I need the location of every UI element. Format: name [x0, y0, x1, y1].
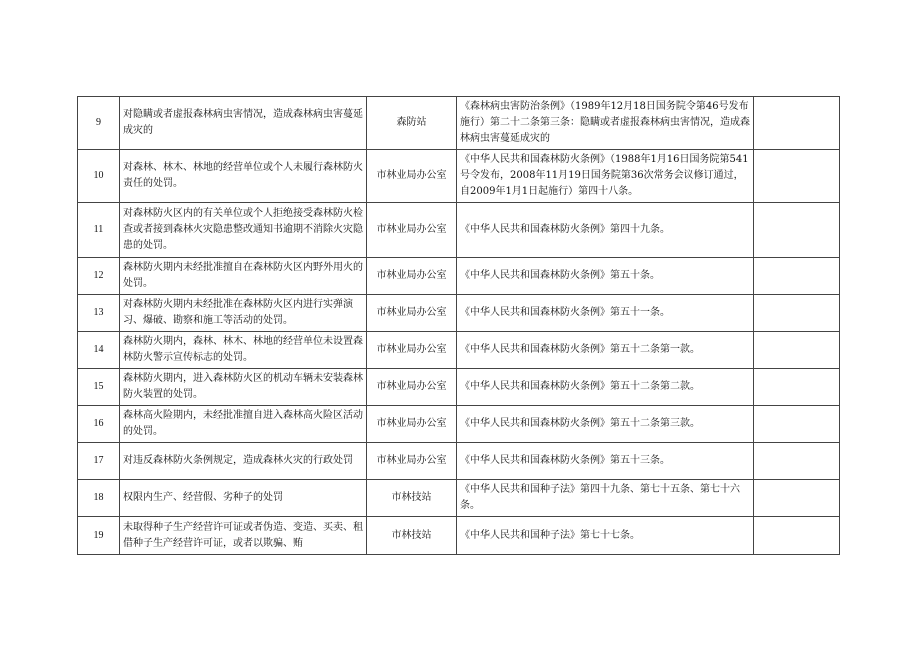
department-cell: 市林业局办公室 [367, 150, 457, 203]
legal-basis-cell: 《中华人民共和国森林防火条例》第四十九条。 [457, 203, 754, 258]
table-row [78, 406, 840, 443]
empty-cell [754, 480, 840, 517]
department-cell: 市林业局办公室 [367, 443, 457, 480]
item-cell: 森林防火期内未经批准擅自在森林防火区内野外用火的处罚。 [120, 258, 367, 295]
row-number: 12 [78, 258, 120, 295]
legal-basis-cell: 《中华人民共和国森林防火条例》（1988年1月16日国务院第541号令发布，2008年11月19日国务院第36次常务会议修订通过，自2009年1月1日起施行）第四十八条。 [457, 150, 754, 203]
penalty-items-table [77, 96, 840, 555]
legal-basis-cell: 《中华人民共和国森林防火条例》第五十一条。 [457, 295, 754, 332]
table-row [78, 295, 840, 332]
empty-cell [754, 369, 840, 406]
department-cell: 市林业局办公室 [367, 295, 457, 332]
legal-basis-cell: 《中华人民共和国森林防火条例》第五十二条第二款。 [457, 369, 754, 406]
row-number: 19 [78, 517, 120, 555]
table-row [78, 150, 840, 203]
item-cell: 森林防火期内，森林、林木、林地的经营单位未设置森林防火警示宣传标志的处罚。 [120, 332, 367, 369]
row-number: 16 [78, 406, 120, 443]
empty-cell [754, 295, 840, 332]
empty-cell [754, 517, 840, 555]
department-cell: 森防站 [367, 97, 457, 150]
row-number: 14 [78, 332, 120, 369]
legal-basis-cell: 《中华人民共和国森林防火条例》第五十二条第三款。 [457, 406, 754, 443]
item-cell: 未取得种子生产经营许可证或者伪造、变造、买卖、租借种子生产经营许可证，或者以欺骗、贿 [120, 517, 367, 555]
department-cell: 市林技站 [367, 480, 457, 517]
legal-basis-cell: 《中华人民共和国森林防火条例》第五十三条。 [457, 443, 754, 480]
empty-cell [754, 97, 840, 150]
department-cell: 市林业局办公室 [367, 258, 457, 295]
item-cell: 对违反森林防火条例规定，造成森林火灾的行政处罚 [120, 443, 367, 480]
table-row [78, 443, 840, 480]
item-cell: 对森林防火区内的有关单位或个人拒绝接受森林防火检查或者接到森林火灾隐患整改通知书逾期不消除火灾隐患的处罚。 [120, 203, 367, 258]
legal-basis-cell: 《中华人民共和国种子法》第四十九条、第七十五条、第七十六条。 [457, 480, 754, 517]
row-number: 15 [78, 369, 120, 406]
legal-basis-cell: 《森林病虫害防治条例》（1989年12月18日国务院令第46号发布施行）第二十二条第三条：隐瞒或者虚报森林病虫害情况，造成森林病虫害蔓延成灾的 [457, 97, 754, 150]
row-number: 9 [78, 97, 120, 150]
table-row [78, 480, 840, 517]
table-row [78, 517, 840, 555]
row-number: 11 [78, 203, 120, 258]
table-row [78, 369, 840, 406]
item-cell: 权限内生产、经营假、劣种子的处罚 [120, 480, 367, 517]
department-cell: 市林业局办公室 [367, 406, 457, 443]
row-number: 10 [78, 150, 120, 203]
empty-cell [754, 406, 840, 443]
row-number: 17 [78, 443, 120, 480]
table-row [78, 203, 840, 258]
item-cell: 森林高火险期内，未经批准擅自进入森林高火险区活动的处罚。 [120, 406, 367, 443]
legal-basis-cell: 《中华人民共和国森林防火条例》第五十二条第一款。 [457, 332, 754, 369]
legal-basis-cell: 《中华人民共和国森林防火条例》第五十条。 [457, 258, 754, 295]
department-cell: 市林业局办公室 [367, 332, 457, 369]
item-cell: 对森林防火期内未经批准在森林防火区内进行实弹演习、爆破、勘察和施工等活动的处罚。 [120, 295, 367, 332]
department-cell: 市林技站 [367, 517, 457, 555]
item-cell: 森林防火期内，进入森林防火区的机动车辆未安装森林防火装置的处罚。 [120, 369, 367, 406]
item-cell: 对森林、林木、林地的经营单位或个人未履行森林防火责任的处罚。 [120, 150, 367, 203]
row-number: 18 [78, 480, 120, 517]
department-cell: 市林业局办公室 [367, 369, 457, 406]
empty-cell [754, 332, 840, 369]
empty-cell [754, 203, 840, 258]
row-number: 13 [78, 295, 120, 332]
department-cell: 市林业局办公室 [367, 203, 457, 258]
table-row [78, 332, 840, 369]
table-row [78, 97, 840, 150]
empty-cell [754, 443, 840, 480]
empty-cell [754, 258, 840, 295]
item-cell: 对隐瞒或者虚报森林病虫害情况，造成森林病虫害蔓延成灾的 [120, 97, 367, 150]
empty-cell [754, 150, 840, 203]
table-row [78, 258, 840, 295]
legal-basis-cell: 《中华人民共和国种子法》第七十七条。 [457, 517, 754, 555]
